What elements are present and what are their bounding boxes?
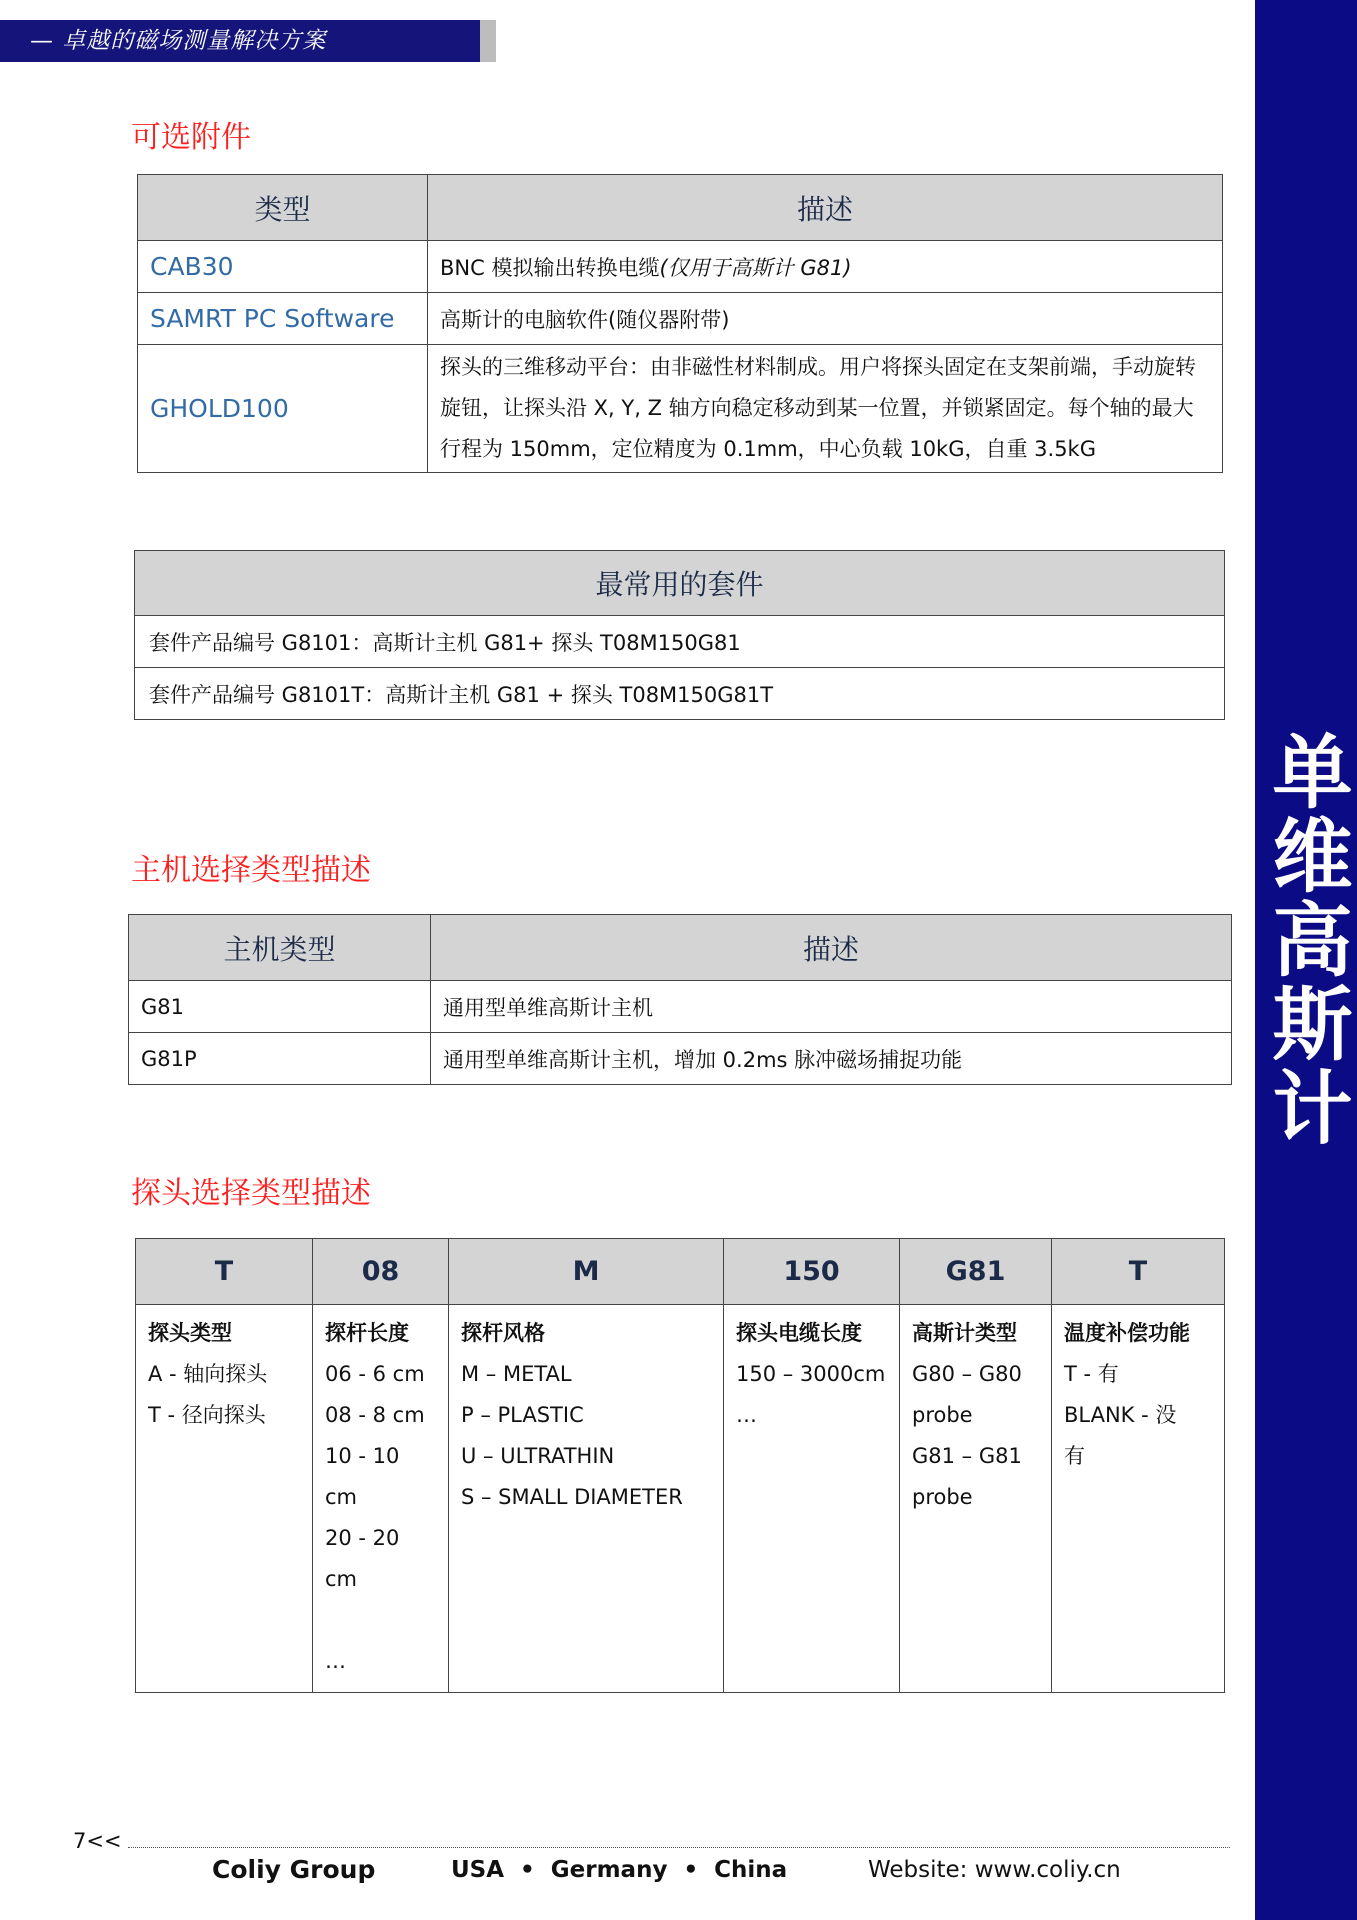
probe-cell xyxy=(900,1305,1052,1693)
probe-cell xyxy=(136,1305,313,1693)
host-type: G81 xyxy=(129,981,431,1033)
footer-divider xyxy=(128,1847,1230,1848)
footer-regions: USA • Germany • China xyxy=(451,1857,788,1883)
accessories-table xyxy=(137,174,1223,473)
probes-table xyxy=(135,1238,1225,1693)
column-header-desc: 描述 xyxy=(428,175,1223,241)
probe-cell-line: U – ULTRATHIN xyxy=(461,1444,615,1468)
table-row xyxy=(129,1033,1232,1085)
table-header-row xyxy=(135,551,1225,616)
table-row xyxy=(129,981,1232,1033)
probe-cell-line: probe xyxy=(912,1485,973,1509)
accessories-heading: 可选附件 xyxy=(131,120,251,155)
header-banner xyxy=(0,20,496,62)
table-header-row xyxy=(129,915,1232,981)
probe-cell-line: … xyxy=(736,1403,757,1427)
probe-cell-line: … xyxy=(325,1649,346,1673)
probe-cell-line: 08 - 8 cm xyxy=(325,1403,425,1427)
probe-cell-title: 探杆风格 xyxy=(461,1321,545,1345)
table-header-row xyxy=(138,175,1223,241)
footer-company: Coliy Group xyxy=(212,1855,376,1884)
probe-code-header: 08 xyxy=(313,1239,449,1305)
accessory-desc: 高斯计的电脑软件(随仪器附带) xyxy=(428,293,1223,345)
probe-code-header: T xyxy=(1052,1239,1225,1305)
probe-cell-line: G80 – G80 xyxy=(912,1362,1022,1386)
probe-cell-title: 高斯计类型 xyxy=(912,1321,1017,1345)
table-row xyxy=(138,241,1223,293)
probe-cell-line: S – SMALL DIAMETER xyxy=(461,1485,683,1509)
probe-cell-line: 20 - 20 cm xyxy=(325,1526,400,1591)
accessory-desc xyxy=(428,241,1223,293)
kits-title: 最常用的套件 xyxy=(135,551,1225,616)
probe-cell-title: 探杆长度 xyxy=(325,1321,409,1345)
probe-cell-line: A - 轴向探头 xyxy=(148,1362,268,1386)
kit-item: 套件产品编号 G8101：高斯计主机 G81+ 探头 T08M150G81 xyxy=(135,616,1225,668)
probe-cell-line: 有 xyxy=(1064,1444,1085,1468)
probe-cell-line: 150 – 3000cm xyxy=(736,1362,886,1386)
probe-cell-line: BLANK - 没 xyxy=(1064,1403,1177,1427)
accessory-code: GHOLD100 xyxy=(138,345,428,473)
accessory-desc-text: BNC 模拟输出转换电缆 xyxy=(440,255,660,280)
probe-code-header: T xyxy=(136,1239,313,1305)
header-banner-text: — 卓越的磁场测量解决方案 xyxy=(0,20,480,62)
table-row xyxy=(138,293,1223,345)
sidebar-title: 单维高斯计 xyxy=(1259,730,1352,1150)
probe-cell-title: 温度补偿功能 xyxy=(1064,1321,1190,1345)
kits-table xyxy=(134,550,1225,720)
probe-cell-line: T - 有 xyxy=(1064,1362,1119,1386)
probes-heading: 探头选择类型描述 xyxy=(131,1176,371,1211)
host-desc: 通用型单维高斯计主机，增加 0.2ms 脉冲磁场捕捉功能 xyxy=(431,1033,1232,1085)
hosts-heading: 主机选择类型描述 xyxy=(131,853,371,888)
column-header-host-type: 主机类型 xyxy=(129,915,431,981)
probe-code-header: 150 xyxy=(724,1239,900,1305)
accessory-code: CAB30 xyxy=(138,241,428,293)
probe-cell-line: probe xyxy=(912,1403,973,1427)
probe-code-header: G81 xyxy=(900,1239,1052,1305)
probe-cell xyxy=(449,1305,724,1693)
probe-cell-line: M – METAL xyxy=(461,1362,572,1386)
hosts-table xyxy=(128,914,1232,1085)
table-row xyxy=(138,345,1223,473)
probe-cell-title: 探头类型 xyxy=(148,1321,232,1345)
accessory-code: SAMRT PC Software xyxy=(138,293,428,345)
probe-cell-line: 10 - 10 cm xyxy=(325,1444,400,1509)
kit-item: 套件产品编号 G8101T：高斯计主机 G81 + 探头 T08M150G81T xyxy=(135,668,1225,720)
probe-cell-line xyxy=(325,1600,436,1641)
table-row xyxy=(135,616,1225,668)
sidebar xyxy=(1255,0,1357,1920)
probe-cell-line: T - 径向探头 xyxy=(148,1403,266,1427)
probe-cell-title: 探头电缆长度 xyxy=(736,1321,862,1345)
probe-cell xyxy=(313,1305,449,1693)
page-number: 7<< xyxy=(73,1829,122,1853)
table-header-row xyxy=(136,1239,1225,1305)
probe-cell-line: G81 – G81 xyxy=(912,1444,1022,1468)
accessory-desc-note: (仅用于高斯计 G81) xyxy=(659,255,852,280)
column-header-type: 类型 xyxy=(138,175,428,241)
table-row xyxy=(135,668,1225,720)
host-desc: 通用型单维高斯计主机 xyxy=(431,981,1232,1033)
probe-cell xyxy=(1052,1305,1225,1693)
column-header-desc: 描述 xyxy=(431,915,1232,981)
accessory-desc: 探头的三维移动平台：由非磁性材料制成。用户将探头固定在支架前端，手动旋转旋钮，让探头沿 X, Y, Z 轴方向稳定移动到某一位置，并锁紧固定。每个轴的最大行程为 150mm，定位精度为 0.1mm，中心负载 10kG，自重 3.5kG xyxy=(428,345,1223,473)
probe-cell-line: P – PLASTIC xyxy=(461,1403,584,1427)
probe-cell-line: 06 - 6 cm xyxy=(325,1362,425,1386)
table-row xyxy=(136,1305,1225,1693)
host-type: G81P xyxy=(129,1033,431,1085)
probe-cell xyxy=(724,1305,900,1693)
probe-code-header: M xyxy=(449,1239,724,1305)
footer-website: Website: www.coliy.cn xyxy=(868,1857,1121,1883)
